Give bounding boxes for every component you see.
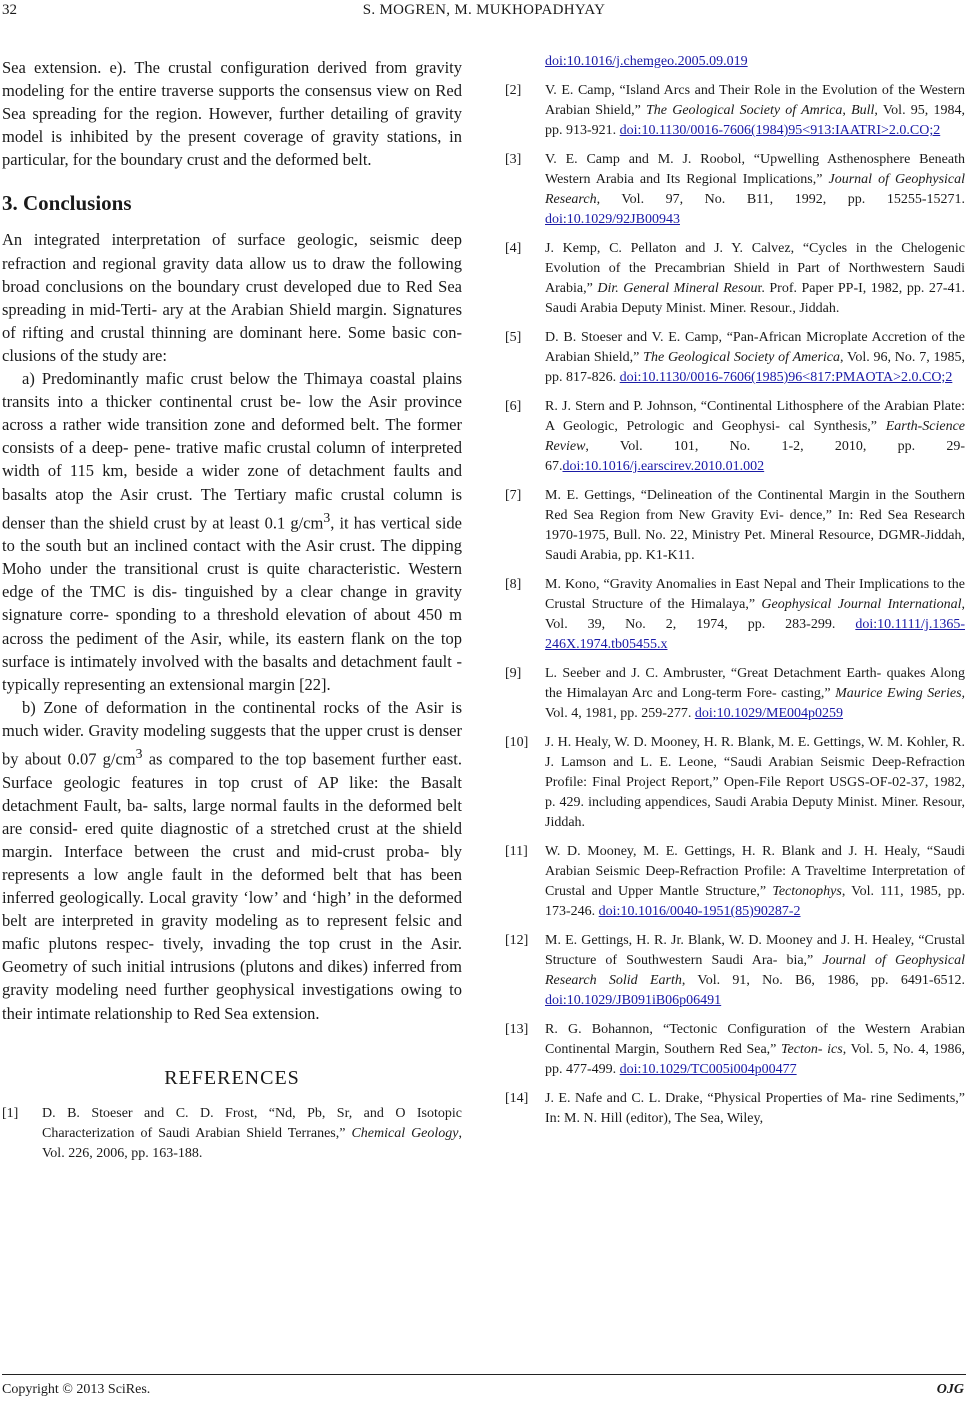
reference-6 [505,397,965,477]
paragraph-conclusions: An integrated interpretation of surface geologic, seismic deep refraction and regional gravity data allow us to draw the following broad conclusions on the boundary crust developed due to Red Sea spreading in mid-Terti- ary at the Arabian Shield margin. Signatures of rifting and crustal thinning are dominant here. Some basic con- clusions of the study are: [2,230,462,365]
doi-link[interactable]: doi:10.1016/j.chemgeo.2005.09.019 [545,54,748,69]
reference-4 [505,239,965,319]
section-heading-conclusions: 3. Conclusions [2,191,132,216]
text-segment: a) Predominantly mafic crust below the Thimaya coastal plains transits into a thicker continental crust be- low the Asir province across a rather wide transition zone and deformed belt. The former consists of a deep- pene- trative mafic crustal column of interpreted width of 115 km, beside a wider zone of detachment faults and basalts atop the Asir crust. The Tertiary mafic crustal column is denser than the shield crust by at least 0.1 g/cm [2,369,462,533]
reference-text: M. E. Gettings, “Delineation of the Continental Margin in the Southern Red Sea Region from New Gravity Evi- dence,” In: Red Sea Research 1970-1975, Bull. No. 22, Ministry Pet. Mineral Resource, DGMR-Jiddah, Saudi Arabia, pp. K1-K11. [545,488,965,563]
reference-text: V. E. Camp, “Island Arcs and Their Role in the Evolution of the Western Arabian Shield,” [545,83,965,118]
reference-journal: Tectonophys [772,884,842,899]
reference-text: , Vol. 5, No. 4, 1986, pp. 477-499. [545,1042,965,1077]
reference-number: [4] [505,241,522,256]
reference-text: J. H. Healy, W. D. Mooney, H. R. Blank, M. E. Gettings, W. M. Kohler, R. J. Lamson and L. E. Leone, “Saudi Arabian Seismic Deep-Refraction Profile: Final Project Report,” Open-File Report USGS-OF-02-37, 1982, p. 429. including appendices, Saudi Arabia Deputy Minist. Miner. Resour, Jiddah. [545,735,965,830]
reference-journal: Maurice Ewing Series, [835,686,966,701]
reference-journal: Journal of Geophysical Research Solid Earth [545,953,965,988]
reference-text: , Vol. 101, No. 1-2, 2010, pp. 29-67. [545,439,965,474]
reference-text: , Vol. 91, No. B6, 1986, pp. 6491-6512. [681,973,965,988]
reference-text: L. Seeber and J. C. Ambruster, “Great Detachment Earth- quakes Along the Himalayan Arc and Long-term Fore- casting,” [545,666,965,701]
reference-number: [14] [505,1091,529,1106]
reference-number: [12] [505,933,529,948]
reference-text: , Vol. 226, 2006, pp. 163-188. [42,1125,462,1161]
page-header [0,2,968,24]
left-column [2,56,462,1173]
reference-journal: Dir. General Mineral Resou [597,281,758,296]
reference-text: R. J. Stern and P. Johnson, “Continental Lithosphere of the Arabian Plate: A Geologic, Petrologic and Geophysi- cal Synthesis,” [545,399,965,434]
text-segment: as compared to the top basement further east. Surface geologic features in top crust of AP like: the Basalt detachment Fault, ba- salts, large normal faults in the deformed belt are consid- ered quite diagnostic of a stretched crust at the shield margin. Interface between the crust and mid-crust proba- bly represents a low angle fault in the deformed belt that has been inferred geologically. Local gravity ‘low’ and ‘high’ in the deformed belt are interpreted in gravity modeling as to represent felsic and mafic plutons respec- tively, invading the top crust in the Asir. Geometry of such initial intrusions (plutons and dikes) inferred from gravity modeling need further geophysical investigations owing to their intimate relationship to Red Sea extension. [2,749,462,1023]
reference-5 [505,328,965,388]
reference-14 [505,1089,965,1129]
reference-8 [505,575,965,655]
reference-text: , Vol. 97, No. B11, 1992, pp. 15255-15271. [596,192,965,207]
reference-journal: The Geological Society of America [643,350,840,365]
doi-link[interactable]: doi:10.1016/0040-1951(85)90287-2 [598,904,801,919]
reference-number: [2] [505,83,522,98]
text-segment: , it has vertical side to the south but an inclined contact with the Asir crust. The dipping Moho under the transitional crust is quite characteristic. Western edge of the TMC is dis- tinguished by a clear change in gravity signature corre- sponding to a threshold elevation of about 450 m across the pediment of the Asir, while, its eastern flank on the top surface is intimately involved with the basalts and detachment fault - typically representing an extensional margin [22]. [2,513,462,694]
reference-7 [505,486,965,566]
reference-text: W. D. Mooney, M. E. Gettings, H. R. Blank and J. H. Healy, “Saudi Arabian Seismic Deep-Refraction Profile: A Traveltime Interpretation of Crustal and Upper Mantle Structure,” [545,844,965,899]
reference-text: J. Kemp, C. Pellaton and J. Y. Calvez, “Cycles in the Chelogenic Evolution of the Precambrian Shield in Part of Northwestern Saudi Arabia,” [545,241,965,296]
running-title: S. MOGREN, M. MUKHOPADHYAY [362,2,606,18]
reference-text: M. Kono, “Gravity Anomalies in East Nepal and Their Implications to the Crustal Structure of the Himalaya,” [545,577,965,612]
reference-number: [9] [505,666,522,681]
reference-text: , Vol. 96, No. 7, 1985, pp. 817-826. [545,350,965,385]
reference-text: , [842,103,852,118]
right-column [505,52,965,1138]
references-heading: REFERENCES [164,1066,300,1089]
reference-text: D. B. Stoeser and C. D. Frost, “Nd, Pb, Sr, and O Isotopic Characterization of Saudi Arabian Shield Terranes,” [42,1105,462,1141]
paragraph-conclusion-b [2,696,462,1025]
doi-link[interactable]: doi:10.1029/TC005i004p00477 [619,1062,797,1077]
reference-11 [505,842,965,922]
doi-link[interactable]: doi:10.1111/j.1365-246X.1974.tb05455.x [545,617,965,652]
reference-text: Vol. 4, 1981, pp. 259-277. [545,706,695,721]
doi-link[interactable]: doi:10.1016/j.earscirev.2010.01.002 [562,459,765,474]
doi-link[interactable]: doi:10.1029/ME004p0259 [694,706,844,721]
reference-number: [8] [505,577,522,592]
reference-1-doi [505,52,965,72]
reference-10 [505,733,965,833]
doi-link[interactable]: doi:10.1029/JB091iB06p06491 [545,993,722,1008]
copyright-notice: Copyright © 2013 SciRes. [2,1382,151,1397]
reference-number: [5] [505,330,522,345]
reference-number: [10] [505,735,529,750]
reference-text: r. Prof. Paper PP-I, 1982, pp. 27-41. Saudi Arabia Deputy Minist. Miner. Resour., Jiddah. [545,281,965,316]
journal-abbreviation: OJG [936,1382,964,1397]
reference-text: D. B. Stoeser and V. E. Camp, “Pan-African Microplate Accretion of the Arabian Shield,” [545,330,965,365]
reference-1 [2,1104,462,1164]
reference-text: , Vol. 95, 1984, pp. 913-921. [545,103,966,138]
reference-journal: Journal of Geophysical Research [545,172,966,207]
reference-text: , Vol. 111, 1985, pp. 173-246. [545,884,966,919]
reference-number: [7] [505,488,522,503]
reference-number: [1] [2,1105,19,1121]
reference-text: V. E. Camp and M. J. Roobol, “Upwelling Asthenosphere Beneath Western Arabia and Its Regional Implications,” [545,152,965,187]
paragraph-intro: Sea extension. e). The crustal configuration derived from gravity modeling for the entire traverse supports the consensus view on Red Sea spreading for the region. However, further detailing of gravity model is inhibited by the present coverage of gravity stations, in particular, for the boundary crust and the deformed belt. [2,58,462,170]
paragraph-conclusion-a [2,367,462,696]
doi-link[interactable]: doi:10.1130/0016-7606(1984)95<913:IAATRI>2.0.CO;2 [619,123,941,138]
reference-9 [505,664,965,724]
reference-journal: Bull [851,103,875,118]
superscript: 3 [323,509,331,525]
doi-link[interactable]: doi:10.1130/0016-7606(1985)96<817:PMAOTA>2.0.CO;2 [619,370,953,385]
reference-number: [3] [505,152,522,167]
reference-journal: Geophysical Journal International [761,597,962,612]
reference-text: M. E. Gettings, H. R. Jr. Blank, W. D. Mooney and J. H. Healey, “Crustal Structure of Southwestern Saudi Ara- bia,” [545,933,965,968]
reference-number: [13] [505,1022,529,1037]
reference-number: [11] [505,844,528,859]
reference-journal: Earth-Science Review [545,419,965,454]
superscript: 3 [135,746,143,762]
doi-link[interactable]: doi:10.1029/92JB00943 [545,212,680,227]
page-number: 32 [2,2,17,18]
footer-rule [2,1374,966,1375]
reference-text: R. G. Bohannon, “Tectonic Configuration of the Western Arabian Continental Margin, Southern Red Sea,” [545,1022,965,1057]
reference-journal: The Geological Society of Amrica [646,103,843,118]
reference-2 [505,81,965,141]
reference-3 [505,150,965,230]
reference-13 [505,1020,965,1080]
reference-journal: Tecton- ics [781,1042,843,1057]
reference-text: J. E. Nafe and C. L. Drake, “Physical Properties of Ma- rine Sediments,” In: M. N. Hill (editor), The Sea, Wiley, [545,1091,965,1126]
reference-text: , Vol. 39, No. 2, 1974, pp. 283-299. [545,597,965,632]
reference-number: [6] [505,399,522,414]
reference-12 [505,931,965,1011]
text-segment: b) Zone of deformation in the continental rocks of the Asir is much wider. Gravity modeling suggests that the upper crust is denser by about 0.07 g/cm [2,697,462,769]
reference-journal: Chemical Geology [351,1125,459,1141]
